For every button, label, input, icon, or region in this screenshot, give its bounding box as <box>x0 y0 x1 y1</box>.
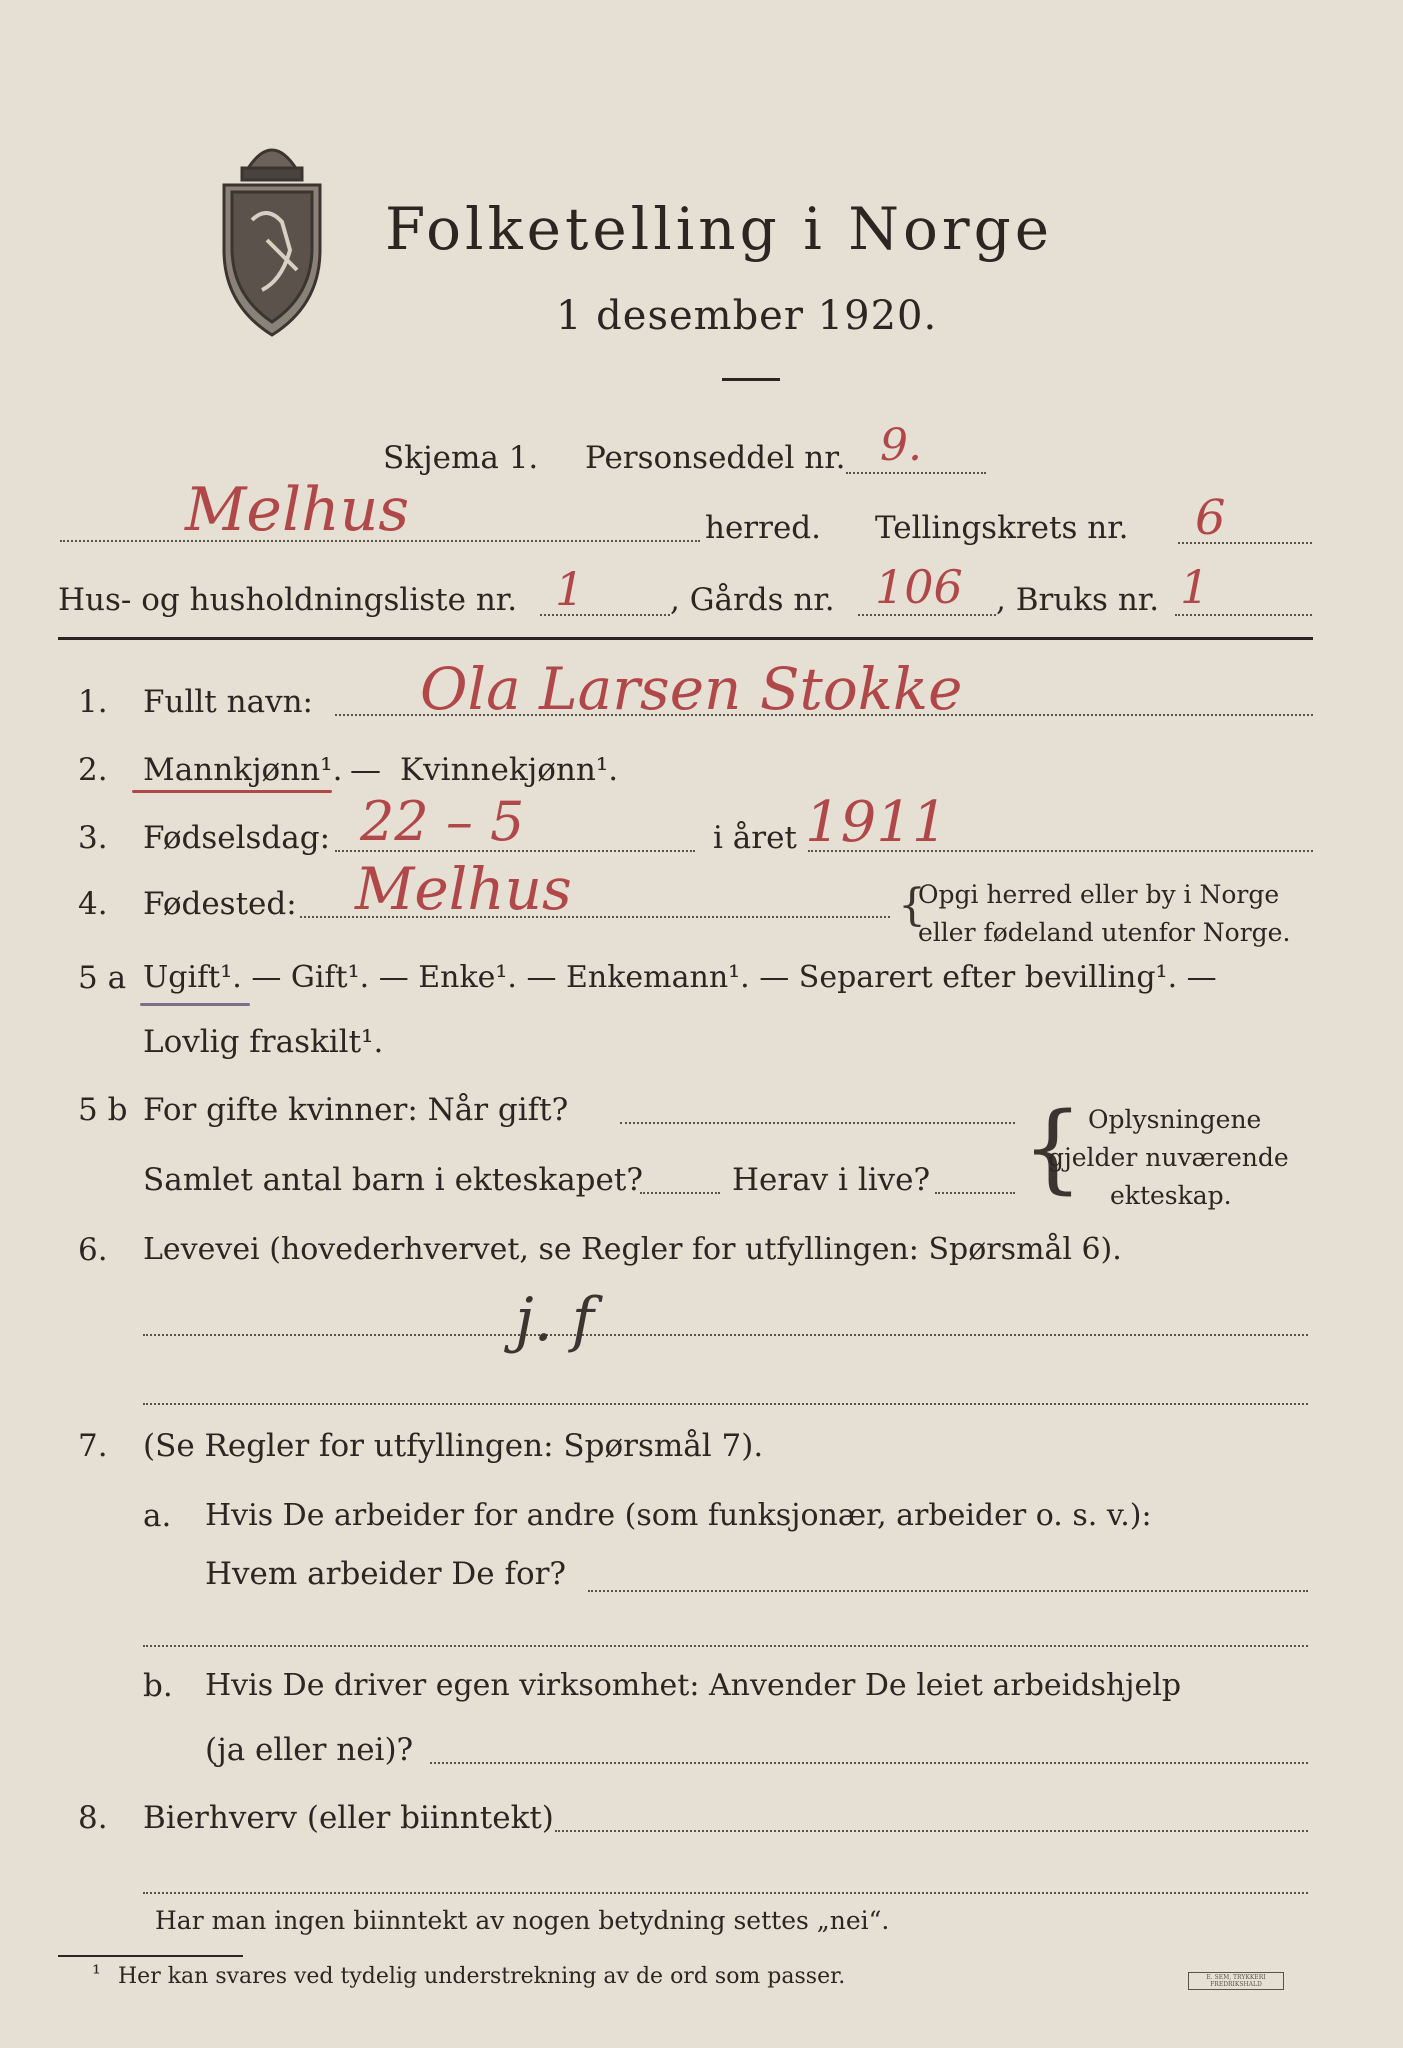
q5b-children-label: Samlet antal barn i ekteskapet? <box>143 1162 643 1198</box>
q3-label: Fødselsdag: <box>143 820 331 856</box>
q5a-ugift-underline <box>140 1003 250 1006</box>
q5b-alive-line <box>935 1192 1015 1194</box>
q2-female-option[interactable]: Kvinnekjønn¹. <box>400 752 619 788</box>
q5a-number: 5 a <box>78 960 127 996</box>
q1-label: Fullt navn: <box>143 684 313 720</box>
q7a-line-2 <box>143 1645 1308 1647</box>
q7b-line <box>430 1762 1308 1764</box>
herred-label: herred. <box>705 510 821 546</box>
q4-number: 4. <box>78 886 108 922</box>
personseddel-line <box>846 472 986 474</box>
q6-line-2 <box>143 1403 1308 1405</box>
personseddel-label: Personseddel nr. <box>585 440 846 476</box>
hus-label: Hus- og husholdningsliste nr. <box>58 582 518 618</box>
q6-value[interactable]: j. f <box>515 1285 594 1355</box>
q8-line-2 <box>143 1892 1308 1894</box>
q8-number: 8. <box>78 1800 108 1836</box>
coat-of-arms-icon <box>212 130 332 340</box>
printer-stamp-text: E. SEM, TRYKKERI FREDRIKSHALD <box>1206 1974 1266 1988</box>
footnote-mark: ¹ <box>92 1962 101 1987</box>
q5b-married-line <box>620 1122 1015 1124</box>
q5a-options[interactable]: Ugift¹. — Gift¹. — Enke¹. — Enkemann¹. — Separert efter bevilling¹. — <box>143 960 1217 995</box>
q7b-label-2: (ja eller nei)? <box>205 1732 414 1768</box>
q7a-label-2: Hvem arbeider De for? <box>205 1556 567 1592</box>
q3-number: 3. <box>78 820 108 856</box>
personseddel-value[interactable]: 9. <box>880 420 922 471</box>
bruks-line <box>1175 614 1312 616</box>
q8-line-1 <box>555 1830 1308 1832</box>
q7a-label: Hvis De arbeider for andre (som funksjonær, arbeider o. s. v.): <box>205 1498 1152 1533</box>
form-title: Folketelling i Norge <box>385 195 1054 263</box>
q5b-brace: { <box>1022 1092 1084 1204</box>
schema-label: Skjema 1. <box>383 440 539 476</box>
q5b-note-line-3: ekteskap. <box>1110 1181 1232 1210</box>
q6-label: Levevei (hovederhvervet, se Regler for utfyllingen: Spørsmål 6). <box>143 1232 1122 1267</box>
q3-year-label: i året <box>713 820 797 856</box>
q5b-note-line-1: Oplysningene <box>1088 1105 1262 1134</box>
printer-stamp <box>1188 1972 1284 1990</box>
gards-line <box>858 614 996 616</box>
form-date: 1 desember 1920. <box>556 293 938 339</box>
q5a-options-2[interactable]: Lovlig fraskilt¹. <box>143 1024 384 1060</box>
q4-value[interactable]: Melhus <box>355 855 572 923</box>
q5b-label: For gifte kvinner: Når gift? <box>143 1092 569 1128</box>
footnote-text: Her kan svares ved tydelig understrekning av de ord som passer. <box>118 1964 846 1989</box>
title-divider <box>722 378 780 381</box>
gards-value[interactable]: 106 <box>875 560 963 614</box>
tellingskrets-value[interactable]: 6 <box>1195 490 1226 546</box>
herred-value[interactable]: Melhus <box>185 475 410 545</box>
gards-label: , Gårds nr. <box>670 582 835 618</box>
hus-value[interactable]: 1 <box>555 562 585 616</box>
q3-year-value[interactable]: 1911 <box>805 790 948 855</box>
q4-brace: { <box>898 880 926 931</box>
q8-note: Har man ingen biinntekt av nogen betydning settes „nei“. <box>155 1906 890 1935</box>
q7a-letter: a. <box>143 1498 172 1534</box>
q5b-alive-label: Herav i live? <box>732 1162 931 1198</box>
q7-label: (Se Regler for utfyllingen: Spørsmål 7). <box>143 1428 764 1464</box>
q1-value[interactable]: Ola Larsen Stokke <box>420 655 963 723</box>
q3-value[interactable]: 22 – 5 <box>360 790 525 853</box>
q8-label: Bierhverv (eller biinntekt) <box>143 1800 554 1836</box>
q6-number: 6. <box>78 1232 108 1268</box>
q5b-number: 5 b <box>78 1092 128 1128</box>
q7a-line-1 <box>588 1590 1308 1592</box>
q4-note-line-2: eller fødeland utenfor Norge. <box>918 918 1291 947</box>
q5b-children-line <box>640 1192 720 1194</box>
q1-number: 1. <box>78 684 108 720</box>
q2-male-underline <box>132 790 332 793</box>
q6-line-1 <box>143 1334 1308 1336</box>
q7b-letter: b. <box>143 1668 173 1704</box>
q2-male-option[interactable]: Mannkjønn¹. <box>143 752 343 788</box>
tellingskrets-label: Tellingskrets nr. <box>875 510 1129 546</box>
q2-number: 2. <box>78 752 108 788</box>
footnote-divider <box>58 1955 243 1957</box>
bruks-label: , Bruks nr. <box>996 582 1160 618</box>
q4-note-line-1: Opgi herred eller by i Norge <box>918 880 1280 909</box>
bruks-value[interactable]: 1 <box>1180 560 1210 614</box>
q7b-label: Hvis De driver egen virksomhet: Anvender De leiet arbeidshjelp <box>205 1668 1182 1703</box>
q5b-note-line-2: gjelder nuværende <box>1048 1143 1289 1172</box>
q2-separator: — <box>350 752 381 788</box>
q4-label: Fødested: <box>143 886 297 922</box>
q7-number: 7. <box>78 1428 108 1464</box>
header-divider <box>58 637 1313 640</box>
